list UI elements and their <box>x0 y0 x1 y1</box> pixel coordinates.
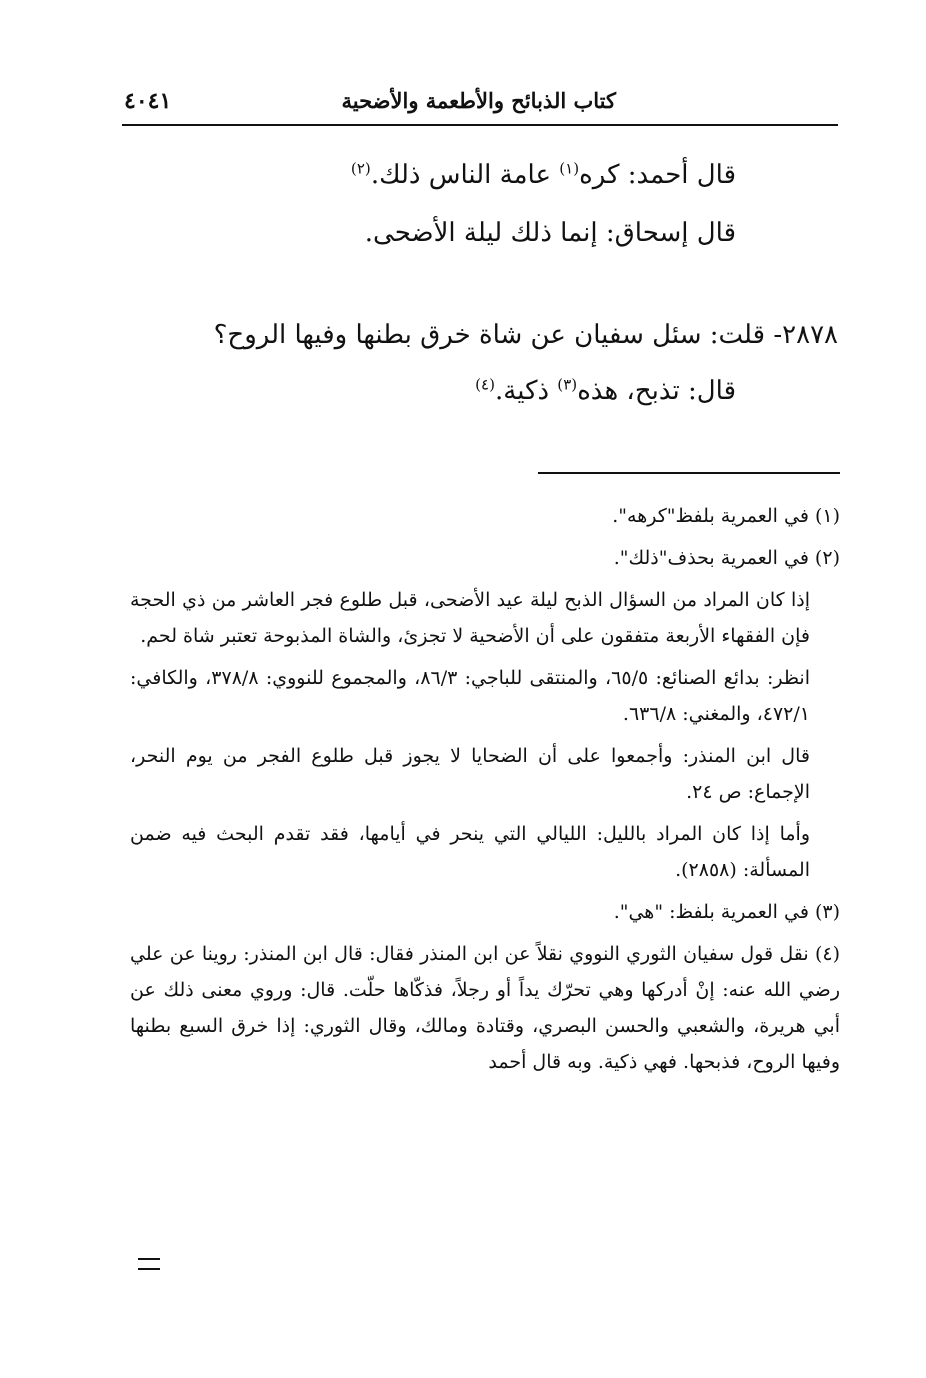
footnote-divider <box>538 472 840 474</box>
footnote-2-nights: وأما إذا كان المراد بالليل: الليالي التي ينحر في أيامها، فقد تقدم البحث فيه ضمن المسألة: (٢٨٥٨). <box>130 823 810 881</box>
footnote-2-paragraph: إذا كان المراد من السؤال الذبح ليلة عيد الأضحى، قبل طلوع فجر العاشر من ذي الحجة فإن الفقهاء الأربعة متفقون على أن الأضحية لا تجزئ، والشاة المذبوحة تعتبر شاة لحم. <box>130 589 810 647</box>
main-text-fragment: عامة الناس ذلك. <box>370 160 560 190</box>
footnote-3: (٣) في العمرية بلفظ: "هي". <box>613 901 840 923</box>
footnote-ref-3: (٣) <box>557 375 578 394</box>
footnotes-section <box>130 498 840 1086</box>
main-text-fragment: ذكية. <box>495 376 558 406</box>
main-text-line-2: قال إسحاق: إنما ذلك ليلة الأضحى. <box>364 218 736 248</box>
footnote-2: (٢) في العمرية بحذف"ذلك". <box>613 547 840 569</box>
main-text-fragment: قال أحمد: كره <box>579 160 736 190</box>
footnote-ref-4: (٤) <box>475 375 496 394</box>
continuation-mark <box>138 1258 160 1270</box>
main-text-fragment: قال: تذبح، هذه <box>577 376 736 406</box>
header-title: كتاب الذبائح والأطعمة والأضحية <box>341 88 616 113</box>
page-number: ٤٠٤١ <box>124 88 172 114</box>
footnote-1: (١) في العمرية بلفظ"كرهه". <box>612 505 840 527</box>
footnote-2-ibn-almundhir: قال ابن المنذر: وأجمعوا على أن الضحايا لا يجوز قبل طلوع الفجر من يوم النحر، الإجماع: ص ٢٤. <box>130 745 810 803</box>
running-header <box>122 84 838 126</box>
footnote-ref-2: (٢) <box>350 159 371 178</box>
footnote-2-references: انظر: بدائع الصنائع: ٦٥/٥، والمنتقى للباجي: ٨٦/٣، والمجموع للنووي: ٣٧٨/٨، والكافي: ٤٧٢/١، والمغني: ٦٣٦/٨. <box>130 667 810 725</box>
question-2878: ٢٨٧٨- قلت: سئل سفيان عن شاة خرق بطنها وفيها الروح؟ <box>213 320 838 350</box>
main-text-line-1 <box>58 160 736 190</box>
footnote-4: (٤) نقل قول سفيان الثوري النووي نقلاً عن ابن المنذر فقال: قال ابن المنذر: روينا عن علي رضي الله عنه: إنْ أدركها وهي تحرّك يداً أو رجلاً، فذكّاها حلّت. قال: وروي معنى ذلك عن أبي هريرة، والشعبي والحسن البصري، وقتادة ومالك، وقال الثوري: إذا خرق السبع بطنها وفيها الروح، فذبحها. فهي ذكية. وبه قال أحمد <box>130 943 840 1073</box>
footnote-ref-1: (١) <box>559 159 580 178</box>
answer-2878 <box>58 376 736 406</box>
